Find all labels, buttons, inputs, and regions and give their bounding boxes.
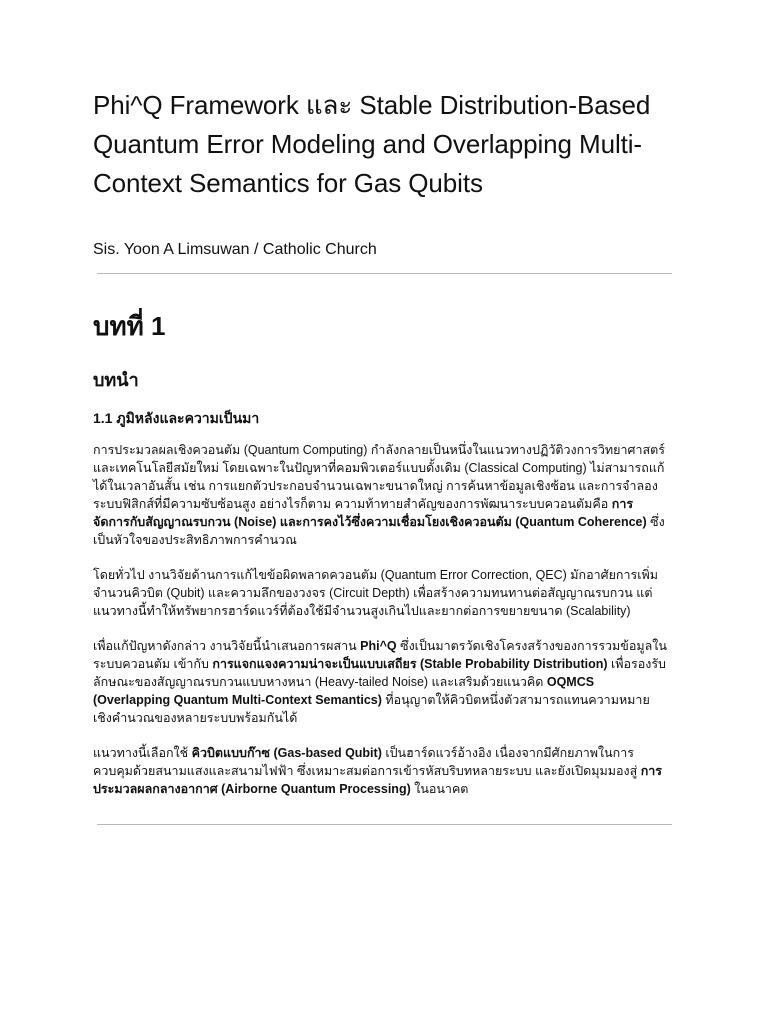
- body-text: เป็นฮาร์ดแวร์อ้างอิง เนื่องจากมีศักยภาพในการควบคุมด้วยสนามแสงและสนามไฟฟ้า ซึ่งเหมาะสมต่อการเข้ารหัสบริบทหลายระบบ และยังเปิดมุมมองสู่: [93, 746, 641, 778]
- paragraph: [93, 744, 672, 798]
- emphasis-text: การแจกแจงความน่าจะเป็นแบบเสถียร (Stable Probability Distribution): [212, 657, 608, 671]
- emphasis-text: Phi^Q: [360, 639, 397, 653]
- emphasis-text: การจัดการกับสัญญาณรบกวน (Noise) และการคงไว้ซึ่งความเชื่อมโยงเชิงควอนตัม (Quantum Coherence): [93, 497, 647, 529]
- body-text: ที่อนุญาตให้คิวบิตหนึ่งตัวสามารถแทนความหมายเชิงคำนวณของหลายระบบพร้อมกันได้: [93, 693, 650, 725]
- emphasis-text: OQMCS (Overlapping Quantum Multi-Context Semantics): [93, 675, 595, 707]
- body-text: ซึ่งเป็นหัวใจของประสิทธิภาพการคำนวณ: [93, 515, 665, 547]
- section-heading: บทนำ: [93, 370, 139, 390]
- emphasis-text: การประมวลผลกลางอากาศ (Airborne Quantum Processing): [93, 764, 662, 796]
- body-text: ในอนาคต: [410, 782, 469, 796]
- paragraph: [93, 566, 672, 620]
- document-title: Phi^Q Framework และ Stable Distribution-Based Quantum Error Modeling and Overlapping Multi-Context Semantics for Gas Qubits: [93, 90, 651, 198]
- paragraph: [93, 441, 672, 549]
- paragraph: [93, 637, 672, 727]
- body-text: แนวทางนี้เลือกใช้: [93, 746, 192, 760]
- body-text: เพื่อรองรับลักษณะของสัญญาณรบกวนแบบหางหนา (Heavy-tailed Noise) และเสริมด้วยแนวคิด: [93, 657, 666, 689]
- body-text: การประมวลผลเชิงควอนตัม (Quantum Computing) กำลังกลายเป็นหนึ่งในแนวทางปฏิวัติวงการวิทยาศาสตร์และเทคโนโลยีสมัยใหม่ โดยเฉพาะในปัญหาที่คอมพิวเตอร์แบบดั้งเดิม (Classical Computing) ไม่สามารถแก้ได้ในเวลาอันสั้น เช่น การแยกตัวประกอบจำนวนเฉพาะขนาดใหญ่ การค้นหาข้อมูลเชิงซ้อน และการจำลองระบบฟิสิกส์ที่มีความซับซ้อนสูง อย่างไรก็ตาม ความท้าทายสำคัญของการพัฒนาระบบควอนตัมคือ: [93, 443, 665, 511]
- body-text: ซึ่งเป็นมาตรวัดเชิงโครงสร้างของการรวมข้อมูลในระบบควอนตัม เข้ากับ: [93, 639, 667, 671]
- emphasis-text: คิวบิตแบบก๊าซ (Gas-based Qubit): [191, 746, 382, 760]
- bottom-divider: [97, 824, 672, 825]
- author-line: Sis. Yoon A Limsuwan / Catholic Church: [93, 241, 377, 258]
- body-text: โดยทั่วไป งานวิจัยด้านการแก้ไขข้อผิดพลาดควอนตัม (Quantum Error Correction, QEC) มักอาศัยการเพิ่มจำนวนคิวบิต (Qubit) และความลึกของวงจร (Circuit Depth) เพื่อสร้างความทนทานต่อสัญญาณรบกวน แต่แนวทางนี้ทำให้ทรัพยากรฮาร์ดแวร์ที่ต้องใช้มีจำนวนสูงเกินไปและยากต่อการขยายขนาด (Scalability): [93, 568, 658, 618]
- top-divider: [97, 273, 672, 274]
- subsection-heading: 1.1 ภูมิหลังและความเป็นมา: [93, 410, 260, 426]
- chapter-heading: บทที่ 1: [93, 311, 166, 341]
- body-text: เพื่อแก้ปัญหาดังกล่าว งานวิจัยนี้นำเสนอการผสาน: [93, 639, 361, 653]
